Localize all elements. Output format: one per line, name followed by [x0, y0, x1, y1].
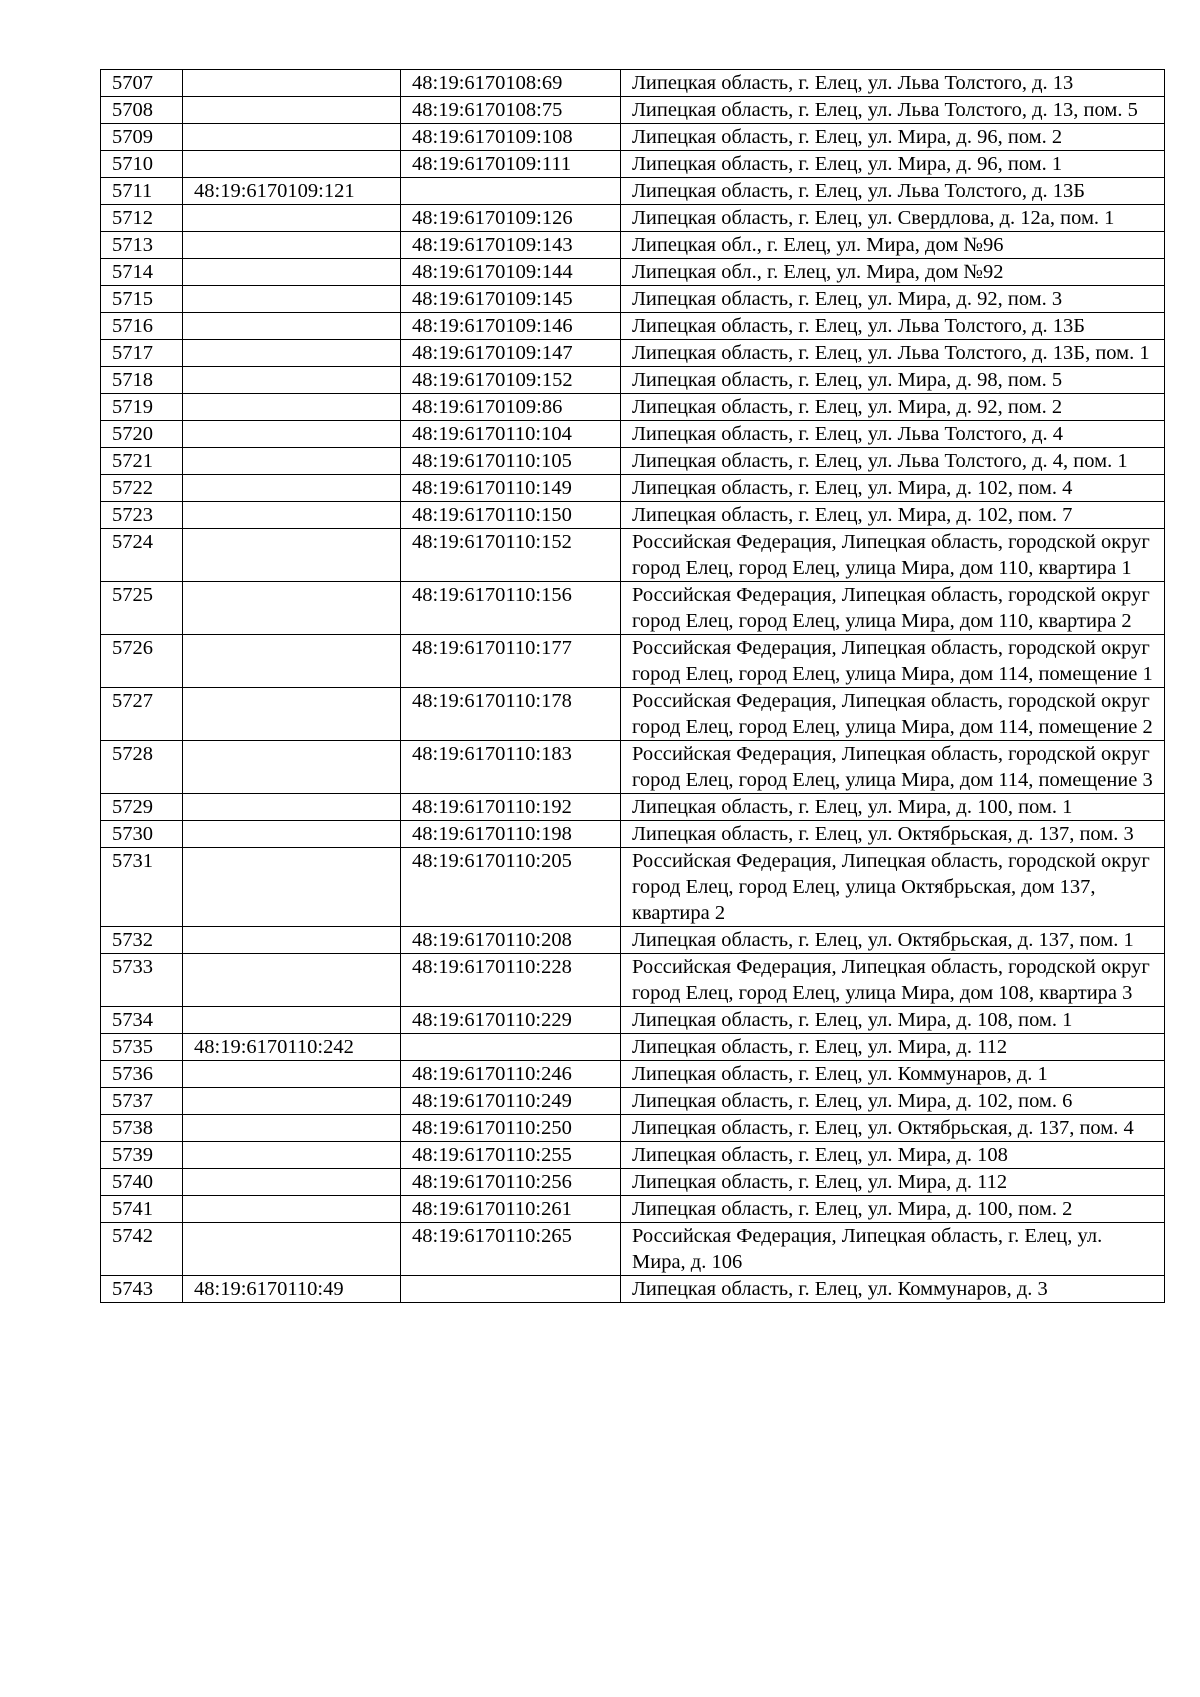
address-cell: Липецкая область, г. Елец, ул. Льва Толстого, д. 13, пом. 5	[621, 97, 1165, 124]
table-row	[101, 421, 1165, 448]
row-number-cell: 5729	[101, 794, 183, 821]
object-cadastral-number-cell: 48:19:6170110:149	[401, 475, 621, 502]
table-row	[101, 1034, 1165, 1061]
object-cadastral-number-cell: 48:19:6170110:261	[401, 1196, 621, 1223]
address-cell: Липецкая область, г. Елец, ул. Мира, д. 108	[621, 1142, 1165, 1169]
object-cadastral-number-cell: 48:19:6170110:228	[401, 954, 621, 1007]
table-row	[101, 1007, 1165, 1034]
parcel-cadastral-number-cell	[183, 635, 401, 688]
address-cell: Липецкая область, г. Елец, ул. Мира, д. 96, пом. 1	[621, 151, 1165, 178]
parcel-cadastral-number-cell	[183, 927, 401, 954]
row-number-cell: 5707	[101, 70, 183, 97]
object-cadastral-number-cell: 48:19:6170110:178	[401, 688, 621, 741]
table-row	[101, 821, 1165, 848]
address-cell: Липецкая область, г. Елец, ул. Льва Толстого, д. 13Б	[621, 178, 1165, 205]
object-cadastral-number-cell: 48:19:6170109:152	[401, 367, 621, 394]
parcel-cadastral-number-cell	[183, 821, 401, 848]
object-cadastral-number-cell: 48:19:6170110:250	[401, 1115, 621, 1142]
parcel-cadastral-number-cell	[183, 1007, 401, 1034]
object-cadastral-number-cell: 48:19:6170109:86	[401, 394, 621, 421]
object-cadastral-number-cell: 48:19:6170109:126	[401, 205, 621, 232]
object-cadastral-number-cell: 48:19:6170110:152	[401, 529, 621, 582]
parcel-cadastral-number-cell: 48:19:6170110:49	[183, 1276, 401, 1303]
row-number-cell: 5714	[101, 259, 183, 286]
address-cell: Российская Федерация, Липецкая область, городской округ город Елец, город Елец, улица Мира, дом 114, помещение 1	[621, 635, 1165, 688]
parcel-cadastral-number-cell	[183, 70, 401, 97]
object-cadastral-number-cell: 48:19:6170110:104	[401, 421, 621, 448]
table-row	[101, 340, 1165, 367]
object-cadastral-number-cell: 48:19:6170109:111	[401, 151, 621, 178]
object-cadastral-number-cell	[401, 1034, 621, 1061]
address-cell: Липецкая область, г. Елец, ул. Мира, д. 112	[621, 1169, 1165, 1196]
table-row	[101, 232, 1165, 259]
row-number-cell: 5736	[101, 1061, 183, 1088]
row-number-cell: 5719	[101, 394, 183, 421]
object-cadastral-number-cell: 48:19:6170110:246	[401, 1061, 621, 1088]
object-cadastral-number-cell: 48:19:6170110:105	[401, 448, 621, 475]
parcel-cadastral-number-cell	[183, 1196, 401, 1223]
table-row	[101, 475, 1165, 502]
table-row	[101, 448, 1165, 475]
address-cell: Российская Федерация, Липецкая область, городской округ город Елец, город Елец, улица Мира, дом 110, квартира 1	[621, 529, 1165, 582]
parcel-cadastral-number-cell	[183, 954, 401, 1007]
parcel-cadastral-number-cell	[183, 340, 401, 367]
table-row	[101, 1115, 1165, 1142]
row-number-cell: 5737	[101, 1088, 183, 1115]
parcel-cadastral-number-cell	[183, 475, 401, 502]
table-row	[101, 927, 1165, 954]
row-number-cell: 5723	[101, 502, 183, 529]
parcel-cadastral-number-cell	[183, 502, 401, 529]
table-row	[101, 124, 1165, 151]
table-row	[101, 529, 1165, 582]
parcel-cadastral-number-cell	[183, 529, 401, 582]
table-row	[101, 205, 1165, 232]
address-cell: Липецкая область, г. Елец, ул. Мира, д. 92, пом. 3	[621, 286, 1165, 313]
table-row	[101, 1088, 1165, 1115]
object-cadastral-number-cell: 48:19:6170109:108	[401, 124, 621, 151]
row-number-cell: 5728	[101, 741, 183, 794]
table-row	[101, 97, 1165, 124]
row-number-cell: 5708	[101, 97, 183, 124]
parcel-cadastral-number-cell	[183, 794, 401, 821]
object-cadastral-number-cell: 48:19:6170109:146	[401, 313, 621, 340]
table-row	[101, 1142, 1165, 1169]
object-cadastral-number-cell: 48:19:6170110:177	[401, 635, 621, 688]
object-cadastral-number-cell: 48:19:6170109:147	[401, 340, 621, 367]
row-number-cell: 5735	[101, 1034, 183, 1061]
row-number-cell: 5733	[101, 954, 183, 1007]
parcel-cadastral-number-cell	[183, 97, 401, 124]
table-row	[101, 635, 1165, 688]
object-cadastral-number-cell: 48:19:6170110:198	[401, 821, 621, 848]
row-number-cell: 5738	[101, 1115, 183, 1142]
row-number-cell: 5717	[101, 340, 183, 367]
parcel-cadastral-number-cell	[183, 1061, 401, 1088]
table-row	[101, 688, 1165, 741]
table-row	[101, 794, 1165, 821]
table-row	[101, 1169, 1165, 1196]
object-cadastral-number-cell: 48:19:6170110:205	[401, 848, 621, 927]
table-row	[101, 1196, 1165, 1223]
parcel-cadastral-number-cell	[183, 394, 401, 421]
row-number-cell: 5720	[101, 421, 183, 448]
address-cell: Липецкая область, г. Елец, ул. Мира, д. 102, пом. 6	[621, 1088, 1165, 1115]
row-number-cell: 5726	[101, 635, 183, 688]
address-cell: Липецкая область, г. Елец, ул. Октябрьская, д. 137, пом. 4	[621, 1115, 1165, 1142]
table-row	[101, 1223, 1165, 1276]
parcel-cadastral-number-cell	[183, 1223, 401, 1276]
table-row	[101, 1061, 1165, 1088]
table-row	[101, 1276, 1165, 1303]
object-cadastral-number-cell	[401, 178, 621, 205]
address-cell: Российская Федерация, Липецкая область, городской округ город Елец, город Елец, улица Мира, дом 114, помещение 3	[621, 741, 1165, 794]
parcel-cadastral-number-cell	[183, 313, 401, 340]
parcel-cadastral-number-cell	[183, 421, 401, 448]
address-cell: Российская Федерация, Липецкая область, городской округ город Елец, город Елец, улица Октябрьская, дом 137, квартира 2	[621, 848, 1165, 927]
table-row	[101, 954, 1165, 1007]
row-number-cell: 5715	[101, 286, 183, 313]
address-cell: Липецкая область, г. Елец, ул. Льва Толстого, д. 4	[621, 421, 1165, 448]
object-cadastral-number-cell: 48:19:6170110:156	[401, 582, 621, 635]
row-number-cell: 5721	[101, 448, 183, 475]
parcel-cadastral-number-cell	[183, 448, 401, 475]
object-cadastral-number-cell: 48:19:6170109:145	[401, 286, 621, 313]
address-cell: Липецкая область, г. Елец, ул. Мира, д. 96, пом. 2	[621, 124, 1165, 151]
parcel-cadastral-number-cell	[183, 1169, 401, 1196]
object-cadastral-number-cell: 48:19:6170110:192	[401, 794, 621, 821]
row-number-cell: 5712	[101, 205, 183, 232]
row-number-cell: 5716	[101, 313, 183, 340]
object-cadastral-number-cell	[401, 1276, 621, 1303]
parcel-cadastral-number-cell	[183, 1142, 401, 1169]
object-cadastral-number-cell: 48:19:6170110:255	[401, 1142, 621, 1169]
address-cell: Российская Федерация, Липецкая область, городской округ город Елец, город Елец, улица Мира, дом 110, квартира 2	[621, 582, 1165, 635]
address-cell: Липецкая область, г. Елец, ул. Мира, д. 98, пом. 5	[621, 367, 1165, 394]
address-cell: Российская Федерация, Липецкая область, г. Елец, ул. Мира, д. 106	[621, 1223, 1165, 1276]
parcel-cadastral-number-cell	[183, 205, 401, 232]
parcel-cadastral-number-cell	[183, 286, 401, 313]
parcel-cadastral-number-cell	[183, 259, 401, 286]
table-row	[101, 741, 1165, 794]
object-cadastral-number-cell: 48:19:6170110:229	[401, 1007, 621, 1034]
object-cadastral-number-cell: 48:19:6170110:208	[401, 927, 621, 954]
object-cadastral-number-cell: 48:19:6170110:249	[401, 1088, 621, 1115]
parcel-cadastral-number-cell	[183, 1088, 401, 1115]
parcel-cadastral-number-cell	[183, 688, 401, 741]
object-cadastral-number-cell: 48:19:6170110:150	[401, 502, 621, 529]
address-cell: Липецкая обл., г. Елец, ул. Мира, дом №96	[621, 232, 1165, 259]
object-cadastral-number-cell: 48:19:6170108:75	[401, 97, 621, 124]
parcel-cadastral-number-cell	[183, 151, 401, 178]
address-cell: Липецкая область, г. Елец, ул. Льва Толстого, д. 13Б, пом. 1	[621, 340, 1165, 367]
row-number-cell: 5732	[101, 927, 183, 954]
row-number-cell: 5730	[101, 821, 183, 848]
address-cell: Липецкая обл., г. Елец, ул. Мира, дом №92	[621, 259, 1165, 286]
address-cell: Липецкая область, г. Елец, ул. Коммунаров, д. 3	[621, 1276, 1165, 1303]
row-number-cell: 5743	[101, 1276, 183, 1303]
row-number-cell: 5741	[101, 1196, 183, 1223]
address-cell: Липецкая область, г. Елец, ул. Льва Толстого, д. 13	[621, 70, 1165, 97]
table-row	[101, 286, 1165, 313]
table-row	[101, 848, 1165, 927]
address-cell: Липецкая область, г. Елец, ул. Свердлова, д. 12а, пом. 1	[621, 205, 1165, 232]
document-page	[100, 69, 1164, 1303]
table-body	[101, 70, 1165, 1303]
object-cadastral-number-cell: 48:19:6170110:256	[401, 1169, 621, 1196]
row-number-cell: 5725	[101, 582, 183, 635]
parcel-cadastral-number-cell: 48:19:6170109:121	[183, 178, 401, 205]
row-number-cell: 5724	[101, 529, 183, 582]
parcel-cadastral-number-cell: 48:19:6170110:242	[183, 1034, 401, 1061]
table-row	[101, 70, 1165, 97]
row-number-cell: 5742	[101, 1223, 183, 1276]
address-cell: Липецкая область, г. Елец, ул. Мира, д. 92, пом. 2	[621, 394, 1165, 421]
address-cell: Липецкая область, г. Елец, ул. Мира, д. 100, пом. 1	[621, 794, 1165, 821]
object-cadastral-number-cell: 48:19:6170109:143	[401, 232, 621, 259]
row-number-cell: 5718	[101, 367, 183, 394]
row-number-cell: 5734	[101, 1007, 183, 1034]
address-cell: Липецкая область, г. Елец, ул. Льва Толстого, д. 4, пом. 1	[621, 448, 1165, 475]
address-cell: Российская Федерация, Липецкая область, городской округ город Елец, город Елец, улица Мира, дом 114, помещение 2	[621, 688, 1165, 741]
address-cell: Липецкая область, г. Елец, ул. Мира, д. 108, пом. 1	[621, 1007, 1165, 1034]
row-number-cell: 5740	[101, 1169, 183, 1196]
address-cell: Липецкая область, г. Елец, ул. Мира, д. 102, пом. 4	[621, 475, 1165, 502]
address-cell: Российская Федерация, Липецкая область, городской округ город Елец, город Елец, улица Мира, дом 108, квартира 3	[621, 954, 1165, 1007]
parcel-cadastral-number-cell	[183, 848, 401, 927]
row-number-cell: 5731	[101, 848, 183, 927]
parcel-cadastral-number-cell	[183, 582, 401, 635]
address-cell: Липецкая область, г. Елец, ул. Октябрьская, д. 137, пом. 1	[621, 927, 1165, 954]
table-row	[101, 394, 1165, 421]
address-cell: Липецкая область, г. Елец, ул. Мира, д. 102, пом. 7	[621, 502, 1165, 529]
row-number-cell: 5739	[101, 1142, 183, 1169]
row-number-cell: 5722	[101, 475, 183, 502]
address-cell: Липецкая область, г. Елец, ул. Льва Толстого, д. 13Б	[621, 313, 1165, 340]
table-row	[101, 502, 1165, 529]
parcel-cadastral-number-cell	[183, 741, 401, 794]
table-row	[101, 151, 1165, 178]
cadastral-registry-table	[100, 69, 1165, 1303]
object-cadastral-number-cell: 48:19:6170110:265	[401, 1223, 621, 1276]
parcel-cadastral-number-cell	[183, 1115, 401, 1142]
row-number-cell: 5713	[101, 232, 183, 259]
address-cell: Липецкая область, г. Елец, ул. Октябрьская, д. 137, пом. 3	[621, 821, 1165, 848]
table-row	[101, 259, 1165, 286]
object-cadastral-number-cell: 48:19:6170108:69	[401, 70, 621, 97]
table-row	[101, 313, 1165, 340]
table-row	[101, 582, 1165, 635]
row-number-cell: 5711	[101, 178, 183, 205]
row-number-cell: 5709	[101, 124, 183, 151]
address-cell: Липецкая область, г. Елец, ул. Мира, д. 100, пом. 2	[621, 1196, 1165, 1223]
object-cadastral-number-cell: 48:19:6170109:144	[401, 259, 621, 286]
table-row	[101, 367, 1165, 394]
row-number-cell: 5710	[101, 151, 183, 178]
parcel-cadastral-number-cell	[183, 124, 401, 151]
row-number-cell: 5727	[101, 688, 183, 741]
parcel-cadastral-number-cell	[183, 232, 401, 259]
address-cell: Липецкая область, г. Елец, ул. Коммунаров, д. 1	[621, 1061, 1165, 1088]
table-row	[101, 178, 1165, 205]
address-cell: Липецкая область, г. Елец, ул. Мира, д. 112	[621, 1034, 1165, 1061]
object-cadastral-number-cell: 48:19:6170110:183	[401, 741, 621, 794]
parcel-cadastral-number-cell	[183, 367, 401, 394]
